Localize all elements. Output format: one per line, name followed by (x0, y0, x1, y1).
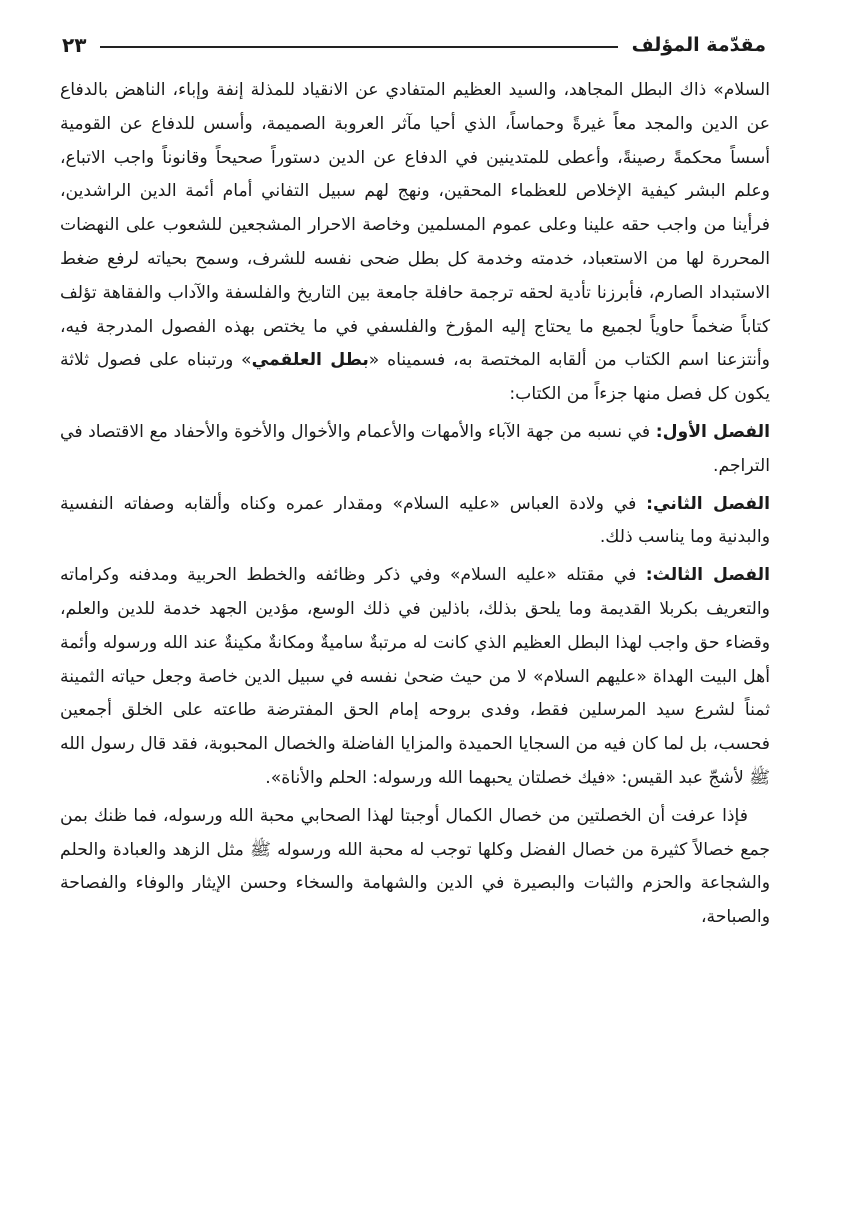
chapter-1-paragraph (60, 416, 770, 484)
chapter-1-text: في نسبه من جهة الآباء والأمهات والأعمام والأخوال والأخوة والأحفاد مع الاقتصاد في التراجم. (60, 421, 770, 476)
chapter-3-label: الفصل الثالث: (645, 565, 770, 586)
chapter-3-text: في مقتله «عليه السلام» وفي ذكر وظائفه والخطط الحربية ومدفنه وكراماته والتعريف بكربلا القديمة وما يلحق بذلك، باذلين في ذلك الوسع، مؤدين الجهد خدمة للدين والعلم، وقضاء حق واجب لهذا البطل العظيم الذي كانت له مرتبةٌ ساميةٌ ومكانةٌ مكينةٌ عند الله ورسوله وأئمة أهل البيت الهداة «عليهم السلام» لا من حيث ضحىٰ نفسه في سبيل الدين خاصة وجعل حياته الثمينة ثمناً لشرع سيد المرسلين فقط، وفدى بروحه إمام الحق المفترضة طاعته على الخلق أجمعين فحسب، بل لما كان فيه من السجايا الحميدة والمزايا الفاضلة والخصال المحبوبة، فقد قال رسول الله ﷺ لأشجّ عبد القيس: «فيك خصلتان يحبهما الله ورسوله: الحلم والأناة». (60, 565, 770, 788)
chapter-1-label: الفصل الأول: (655, 421, 770, 442)
running-header (62, 24, 766, 66)
intro-paragraph (60, 74, 770, 412)
intro-text-b: » ورتبناه على فصول ثلاثة يكون كل فصل منها جزءاً من الكتاب: (60, 350, 770, 405)
intro-text-a: السلام» ذاك البطل المجاهد، والسيد العظيم المتفادي عن الانقياد للمذلة إنفة وإباء، الناهض بالدفاع عن الدين والمجد معاً غيرةً وحماساً، الذي أحيا مآثر العروبة الصميمة، وأسس للدفاع عن القومية أسساً محكمةً رصينةً، وأعطى للمتدينين في الدفاع عن الدين دستوراً صحيحاً وقانوناً واجب الاتباع، وعلم البشر كيفية الإخلاص للعظماء المحقين، ونهج لهم سبيل التفاني أمام أئمة الدين الراشدين، فرأينا من واجب حقه علينا وعلى عموم المسلمين وخاصة الاحرار المشجعين للشعوب على النهضات المحررة لها من الاستعباد، خدمته وخدمة كل بطل ضحى نفسه للشرف، وسمح بحياته لرفع ضغط الاستبداد الصارم، فأبرزنا تأدية لحقه ترجمة حافلة جامعة بين التاريخ والفلسفة والآداب والفقاهة تؤلف كتاباً ضخماً حاوياً لجميع ما يحتاج إليه المؤرخ والفلسفي في ما يختص بهذه الفصول المدرجة فيه، وأنتزعنا اسم الكتاب من ألقابه المختصة به، فسميناه « (60, 80, 770, 371)
closing-paragraph (60, 800, 770, 935)
book-name: بطل العلقمي (251, 350, 369, 371)
chapter-3-paragraph (60, 559, 770, 796)
header-rule (100, 46, 617, 48)
chapter-2-label: الفصل الثاني: (646, 493, 770, 514)
page-number: ٢٣ (62, 33, 87, 57)
chapter-2-text: في ولادة العباس «عليه السلام» ومقدار عمره وكناه وألقابه وصفاته النفسية والبدنية وما يناسب ذلك. (60, 493, 770, 548)
body-text (60, 74, 770, 935)
chapter-2-paragraph (60, 488, 770, 556)
closing-text: فإذا عرفت أن الخصلتين من خصال الكمال أوجبتا لهذا الصحابي محبة الله ورسوله، فما ظنك بمن جمع خصالاً كثيرة من خصال الفضل وكلها توجب له محبة الله ورسوله ﷺ مثل الزهد والعبادة والحلم والشجاعة والحزم والثبات والبصيرة في الدين والشهامة والسخاء وحسن الإيثار والوفاء والفصاحة والصباحة، (60, 805, 770, 928)
header-title: مقدّمة المؤلف (631, 34, 766, 56)
